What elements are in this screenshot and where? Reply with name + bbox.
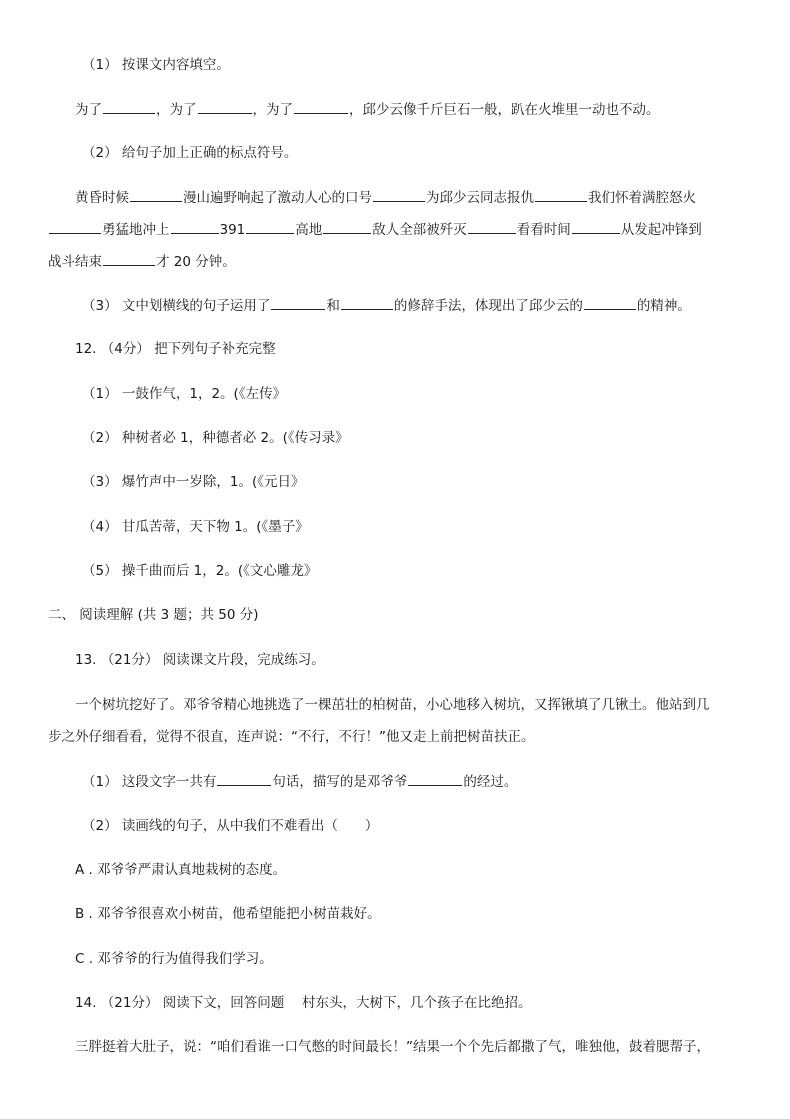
answer-blank[interactable]: [246, 219, 294, 234]
answer-blank[interactable]: [584, 295, 636, 310]
answer-blank[interactable]: [572, 219, 620, 234]
answer-blank[interactable]: [198, 99, 252, 114]
q11-sub1: （1） 按课文内容填空。: [82, 57, 230, 73]
answer-blank[interactable]: [535, 187, 587, 202]
answer-blank[interactable]: [294, 99, 348, 114]
punct-line-3: 战斗结束 才 20 分钟。: [48, 251, 236, 272]
punct-line-1: 黄昏时候 漫山遍野响起了激动人心的口号 为邱少云同志报仇 我们怀着满腔怒火: [75, 187, 696, 208]
answer-blank[interactable]: [271, 295, 325, 310]
option-c[interactable]: C . 邓爷爷的行为值得我们学习。: [75, 951, 273, 967]
answer-blank[interactable]: [171, 219, 219, 234]
question-14: 14. （21分） 阅读下文，回答问题 村东头，大树下，几个孩子在比绝招。: [75, 995, 532, 1011]
q12-item-5: （5） 操千曲而后 1，2。(《文心雕龙》: [82, 563, 318, 579]
answer-blank[interactable]: [217, 771, 271, 786]
q12-item-2: （2） 种树者必 1，种德者必 2。(《传习录》: [82, 430, 349, 446]
option-a[interactable]: A . 邓爷爷严肃认真地栽树的态度。: [75, 862, 287, 878]
option-b[interactable]: B . 邓爷爷很喜欢小树苗，他希望能把小树苗栽好。: [75, 906, 381, 922]
q13-sub1: （1） 这段文字一共有 句话，描写的是邓爷爷 的经过。: [82, 771, 517, 792]
answer-blank[interactable]: [103, 251, 155, 266]
q11-sub2: （2） 给句子加上正确的标点符号。: [82, 145, 298, 161]
q11-sub3: （3） 文中划横线的句子运用了 和 的修辞手法，体现出了邱少云的 的精神。: [82, 295, 691, 316]
answer-blank[interactable]: [373, 187, 425, 202]
q13-sub2: （2） 读画线的句子，从中我们不难看出（ ）: [82, 818, 379, 834]
fill-line-1: 为了 ，为了 ，为了 ，邱少云像千斤巨石一般，趴在火堆里一动也不动。: [75, 99, 660, 120]
question-12: 12. （4分） 把下列句子补充完整: [75, 341, 276, 357]
section-heading: 二、 阅读理解 (共 3 题；共 50 分): [48, 607, 259, 623]
q12-item-3: （3） 爆竹声中一岁除，1。(《元日》: [82, 474, 305, 490]
passage2-line-1: 三胖挺着大肚子，说：“咱们看谁一口气憋的时间最长！”结果一个个先后都撒了气，唯独他，鼓着腮帮子，: [75, 1039, 710, 1055]
passage-line-2: 步之外仔细看看，觉得不很直，连声说：“不行，不行！”他又走上前把树苗扶正。: [48, 729, 535, 745]
answer-blank[interactable]: [130, 187, 182, 202]
q12-item-1: （1） 一鼓作气，1，2。(《左传》: [82, 386, 287, 402]
question-13: 13. （21分） 阅读课文片段，完成练习。: [75, 652, 325, 668]
passage-line-1: 一个树坑挖好了。邓爷爷精心地挑选了一棵茁壮的柏树苗，小心地移入树坑，又挥锹填了几锹土。他站到几: [75, 697, 710, 713]
answer-blank[interactable]: [341, 295, 393, 310]
answer-blank[interactable]: [103, 99, 155, 114]
q12-item-4: （4） 甘瓜苦蒂，天下物 1。(《墨子》: [82, 519, 309, 535]
answer-blank[interactable]: [323, 219, 371, 234]
answer-blank[interactable]: [468, 219, 516, 234]
punct-line-2: 勇猛地冲上 391 高地 敌人全部被歼灭 看看时间 从发起冲锋到: [48, 219, 702, 240]
answer-blank[interactable]: [408, 771, 462, 786]
answer-blank[interactable]: [49, 219, 101, 234]
